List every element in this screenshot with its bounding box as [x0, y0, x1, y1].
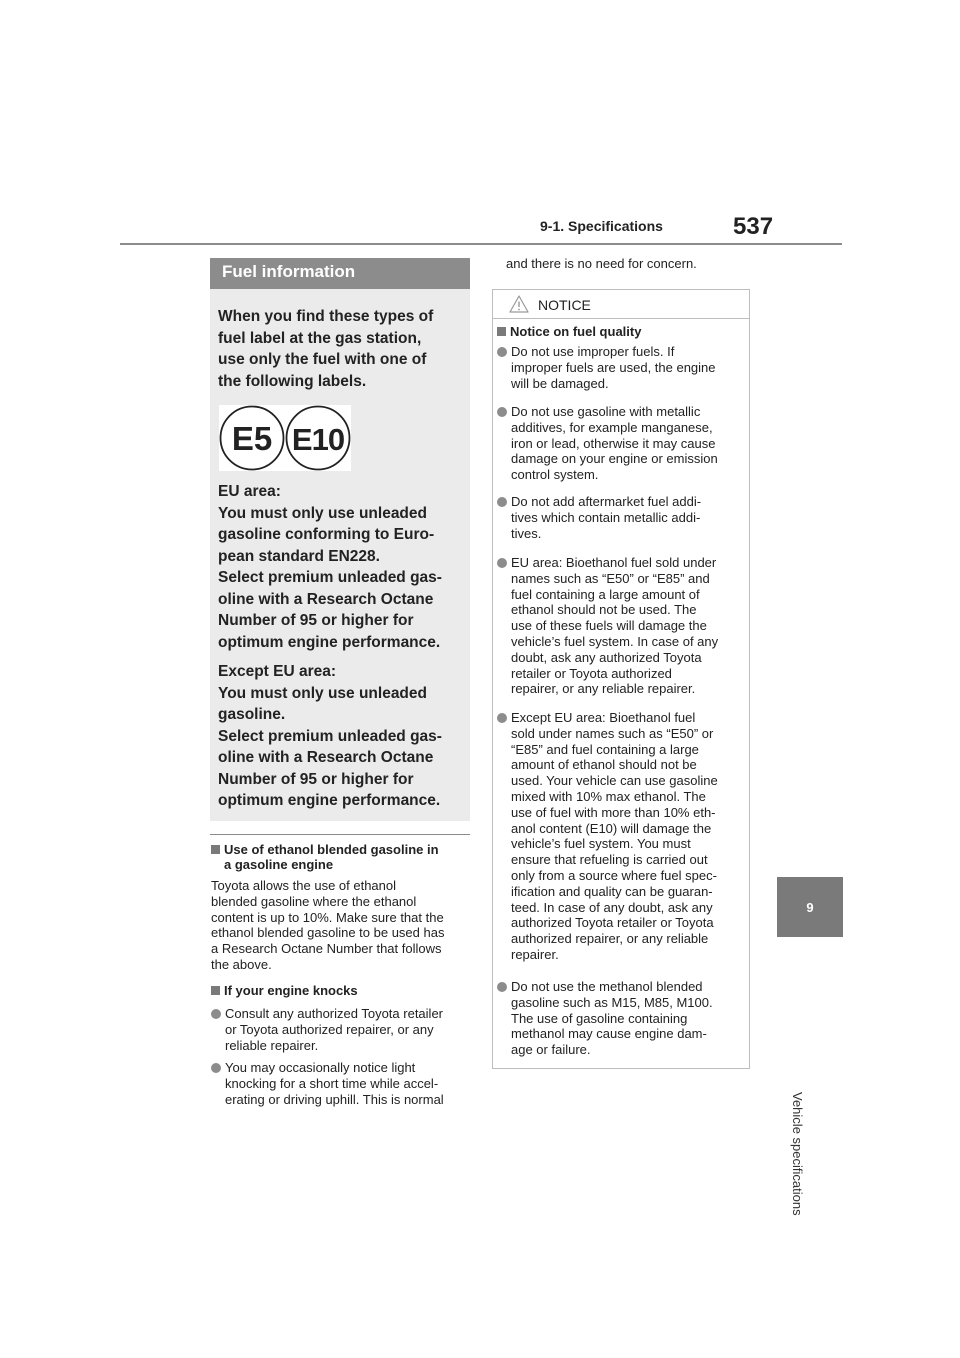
square-bullet-icon — [497, 327, 506, 336]
bullet-line: teed. In case of any doubt, ask any — [511, 899, 713, 915]
eu-line: gasoline conforming to Euro- — [218, 526, 435, 543]
eu-line: pean standard EN228. — [218, 547, 380, 565]
header-rule — [120, 243, 842, 245]
bullet-line: vehicle’s fuel system. In case of any — [511, 633, 719, 649]
non-eu-line: Select premium unleaded gas- — [218, 727, 442, 745]
bullet-line: ification and quality can be guaran- — [511, 883, 713, 899]
bullet-line: fuel containing a large amount of — [511, 586, 700, 602]
fuel-non-eu-requirements — [218, 661, 463, 812]
bullet-line: tives which contain metallic addi- — [511, 509, 701, 525]
fuel-quality-heading-text: Notice on fuel quality — [510, 324, 642, 339]
bullet-line: Do not use the methanol blended — [511, 979, 703, 994]
bullet-line: vehicle’s fuel system. You must — [511, 836, 691, 852]
knock-bullet — [211, 1006, 487, 1053]
bullet-line: use of fuel with more than 10% eth- — [511, 804, 716, 820]
section-title: 9-1. Specifications — [540, 218, 663, 234]
knock-heading-text: If your engine knocks — [224, 983, 358, 998]
fuel-info-heading: Fuel information — [210, 258, 470, 289]
bullet-dot-icon — [497, 347, 507, 357]
bullet-line: Do not use gasoline with metallic — [511, 404, 701, 419]
body-line: content is up to 10%. Make sure that the — [211, 909, 444, 925]
bullet-line: tives. — [511, 525, 542, 541]
bullet-line: authorized repairer, or any reliable — [511, 931, 709, 947]
bullet-line: amount of ethanol should not be — [511, 757, 697, 773]
bullet-dot-icon — [211, 1009, 221, 1019]
bullet-line: Do not add aftermarket fuel addi- — [511, 494, 702, 509]
bullet-line: sold under names such as “E50” or — [511, 725, 714, 741]
bullet-dot-icon — [497, 558, 507, 568]
eu-line: EU area: — [218, 483, 281, 500]
bullet-line: control system. — [511, 467, 599, 483]
ethanol-body — [211, 878, 473, 973]
page-number: 537 — [733, 213, 774, 240]
bullet-line: doubt, ask any authorized Toyota — [511, 649, 702, 665]
bullet-dot-icon — [497, 713, 507, 723]
fuel-intro-line: the following labels. — [218, 372, 367, 390]
eu-line: Number of 95 or higher for — [218, 612, 414, 629]
warning-triangle-icon — [509, 295, 529, 318]
bullet-line: will be damaged. — [511, 375, 609, 391]
chapter-title: Vehicle specifications — [790, 1092, 805, 1216]
eu-line: optimum engine performance. — [218, 633, 441, 651]
bullet-line: use of these fuels will damage the — [511, 618, 707, 634]
bullet-line: knocking for a short time while accel- — [225, 1075, 439, 1091]
bullet-line: reliable repairer. — [225, 1037, 319, 1053]
non-eu-line: You must only use unleaded — [218, 684, 427, 702]
fuel-labels — [219, 405, 351, 471]
bullet-line: Except EU area: Bioethanol fuel — [511, 710, 696, 725]
chapter-title-vertical — [788, 942, 810, 1216]
bullet-line: only from a source where fuel spec- — [511, 867, 717, 883]
chapter-number: 9 — [806, 899, 814, 915]
bullet-line: anol content (E10) will damage the — [511, 820, 712, 836]
section-rule — [210, 834, 470, 835]
continuation-text: and there is no need for concern. — [506, 256, 697, 271]
fuel-intro-line: When you find these types of — [218, 308, 434, 325]
knock-heading — [211, 983, 358, 998]
body-line: the above. — [211, 956, 272, 972]
fuel-intro-line: fuel label at the gas station, — [218, 329, 422, 347]
body-line: ethanol blended gasoline to be used has — [211, 925, 445, 941]
bullet-line: erating or driving uphill. This is normal — [225, 1091, 444, 1107]
bullet-line: ethanol should not be used. The — [511, 602, 697, 618]
body-line: Toyota allows the use of ethanol — [211, 878, 397, 893]
body-line: a Research Octane Number that follows — [211, 941, 442, 957]
notice-header — [492, 289, 750, 319]
body-line: blended gasoline where the ethanol — [211, 893, 417, 909]
non-eu-line: optimum engine performance. — [218, 792, 441, 809]
ethanol-heading — [211, 842, 471, 872]
bullet-line: age or failure. — [511, 1042, 591, 1058]
bullet-line: You may occasionally notice light — [225, 1060, 416, 1075]
ethanol-heading-line: Use of ethanol blended gasoline in — [224, 842, 439, 857]
fuel-quality-heading — [497, 324, 641, 339]
fuel-intro-line: use only the fuel with one of — [218, 351, 427, 368]
notice-bullet — [497, 404, 761, 483]
svg-text:E5: E5 — [231, 420, 273, 457]
non-eu-line: Except EU area: — [218, 663, 337, 680]
bullet-line: additives, for example manganese, — [511, 419, 713, 435]
bullet-line: gasoline such as M15, M85, M100. — [511, 994, 713, 1010]
bullet-line: iron or lead, otherwise it may cause — [511, 435, 716, 451]
eu-line: You must only use unleaded — [218, 504, 427, 522]
square-bullet-icon — [211, 845, 220, 854]
eu-line: Select premium unleaded gas- — [218, 569, 442, 586]
bullet-line: methanol may cause engine dam- — [511, 1026, 707, 1042]
non-eu-line: oline with a Research Octane — [218, 749, 434, 766]
bullet-line: authorized Toyota retailer or Toyota — [511, 915, 714, 931]
bullet-line: ensure that refueling is carried out — [511, 852, 708, 868]
fuel-intro — [218, 306, 463, 392]
chapter-tab — [777, 877, 843, 937]
bullet-line: mixed with 10% max ethanol. The — [511, 788, 706, 804]
bullet-line: improper fuels are used, the engine — [511, 359, 716, 375]
notice-bullet — [497, 710, 761, 963]
bullet-line: EU area: Bioethanol fuel sold under — [511, 555, 717, 570]
fuel-eu-requirements — [218, 481, 463, 653]
fuel-label-e10 — [287, 407, 350, 470]
notice-bullet — [497, 494, 761, 541]
non-eu-line: gasoline. — [218, 706, 286, 723]
bullet-dot-icon — [211, 1063, 221, 1073]
bullet-line: damage on your engine or emission — [511, 451, 718, 467]
knock-bullet — [211, 1060, 487, 1107]
eu-line: oline with a Research Octane — [218, 590, 434, 608]
bullet-line: retailer or Toyota authorized — [511, 665, 672, 681]
bullet-line: repairer. — [511, 946, 559, 962]
notice-bullet — [497, 344, 761, 391]
bullet-dot-icon — [497, 497, 507, 507]
non-eu-line: Number of 95 or higher for — [218, 770, 414, 788]
notice-bullet — [497, 979, 761, 1058]
bullet-dot-icon — [497, 982, 507, 992]
bullet-line: or Toyota authorized repairer, or any — [225, 1021, 434, 1037]
notice-bullet — [497, 555, 761, 697]
square-bullet-icon — [211, 986, 220, 995]
ethanol-heading-line: a gasoline engine — [224, 857, 334, 872]
bullet-line: The use of gasoline containing — [511, 1010, 688, 1026]
bullet-line: repairer, or any reliable repairer. — [511, 681, 696, 697]
notice-title: NOTICE — [538, 297, 591, 313]
bullet-line: Consult any authorized Toyota retailer — [225, 1006, 443, 1021]
svg-text:E10: E10 — [291, 422, 345, 457]
fuel-label-e5 — [221, 407, 284, 470]
bullet-line: Do not use improper fuels. If — [511, 344, 675, 359]
bullet-line: used. Your vehicle can use gasoline — [511, 773, 718, 789]
bullet-line: names such as “E50” or “E85” and — [511, 570, 710, 586]
bullet-line: “E85” and fuel containing a large — [511, 741, 699, 757]
bullet-dot-icon — [497, 407, 507, 417]
